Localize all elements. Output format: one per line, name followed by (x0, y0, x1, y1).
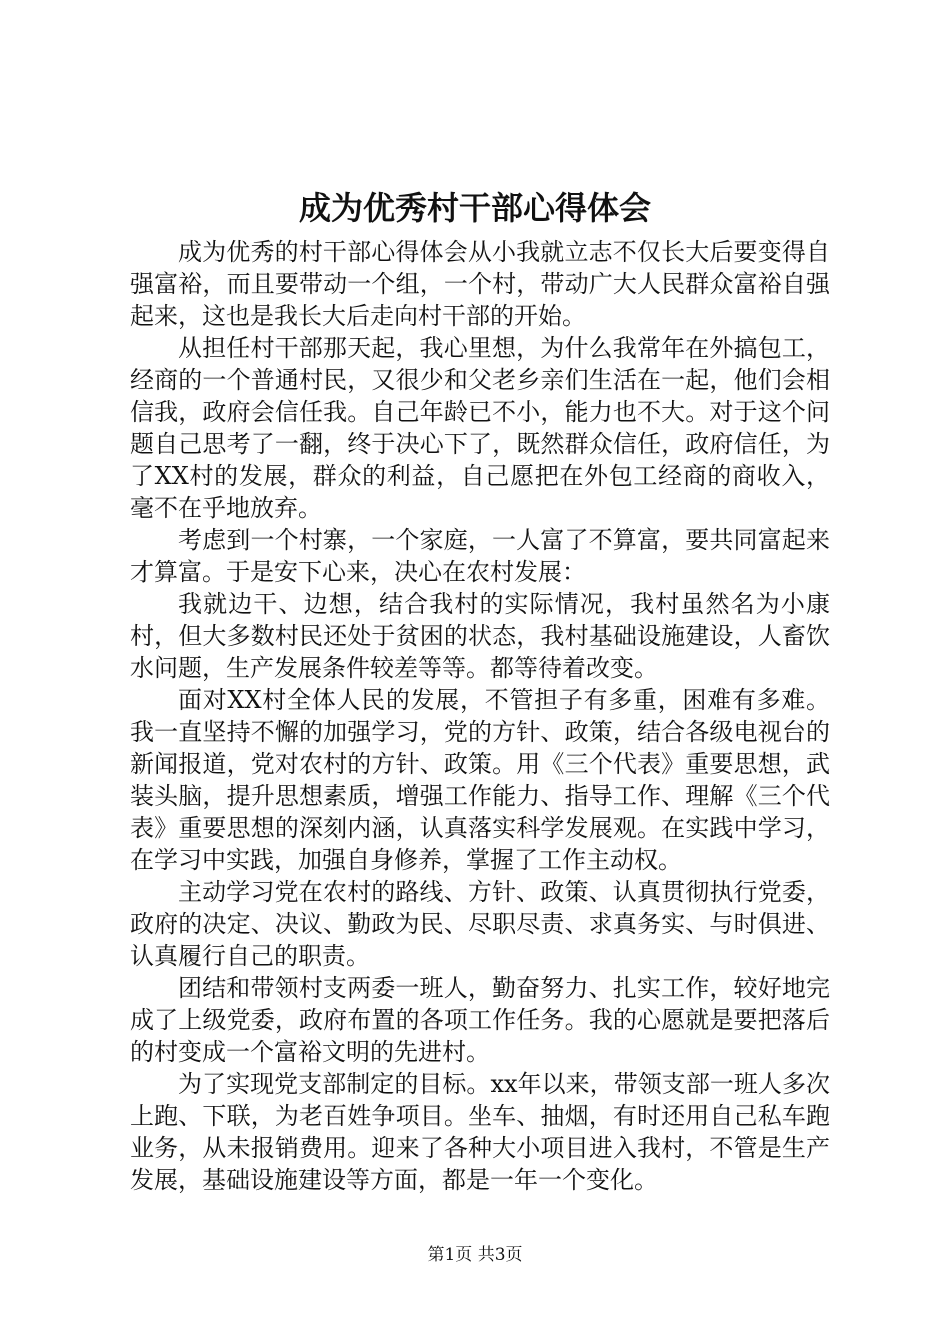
paragraph-4: 我就边干、边想，结合我村的实际情况，我村虽然名为小康村，但大多数村民还处于贫困的状态，我村基础设施建设，人畜饮水问题，生产发展条件较差等等。都等待着改变。 (130, 590, 830, 682)
paragraph-7: 团结和带领村支两委一班人，勤奋努力、扎实工作，较好地完成了上级党委，政府布置的各项工作任务。我的心愿就是要把落后的村变成一个富裕文明的先进村。 (130, 974, 830, 1066)
page-footer: 第1页 共3页 (427, 1245, 523, 1265)
paragraph-1: 成为优秀的村干部心得体会从小我就立志不仅长大后要变得自强富裕，而且要带动一个组，一个村，带动广大人民群众富裕自强起来，这也是我长大后走向村干部的开始。 (130, 238, 830, 330)
paragraph-8: 为了实现党支部制定的目标。xx年以来，带领支部一班人多次上跑、下联，为老百姓争项目。坐车、抽烟，有时还用自己私车跑业务，从未报销费用。迎来了各种大小项目进入我村，不管是生产发展，基础设施建设等方面，都是一年一个变化。 (130, 1070, 830, 1194)
document-body (130, 236, 830, 1196)
paragraph-5: 面对XX村全体人民的发展，不管担子有多重，困难有多难。我一直坚持不懈的加强学习，党的方针、政策，结合各级电视台的新闻报道，党对农村的方针、政策。用《三个代表》重要思想，武装头脑，提升思想素质，增强工作能力、指导工作、理解《三个代表》重要思想的深刻内涵，认真落实科学发展观。在实践中学习，在学习中实践，加强自身修养，掌握了工作主动权。 (130, 686, 830, 874)
paragraph-6: 主动学习党在农村的路线、方针、政策、认真贯彻执行党委，政府的决定、决议、勤政为民、尽职尽责、求真务实、与时俱进、认真履行自己的职责。 (130, 878, 830, 970)
paragraph-3: 考虑到一个村寨，一个家庭，一人富了不算富，要共同富起来才算富。于是安下心来，决心在农村发展： (130, 526, 830, 586)
document-title: 成为优秀村干部心得体会 (298, 189, 651, 227)
paragraph-2: 从担任村干部那天起，我心里想，为什么我常年在外搞包工，经商的一个普通村民，又很少和父老乡亲们生活在一起，他们会相信我，政府会信任我。自己年龄已不小，能力也不大。对于这个问题自己思考了一翻，终于决心下了，既然群众信任，政府信任，为了XX村的发展，群众的利益，自己愿把在外包工经商的商收入，毫不在乎地放弃。 (130, 334, 830, 522)
